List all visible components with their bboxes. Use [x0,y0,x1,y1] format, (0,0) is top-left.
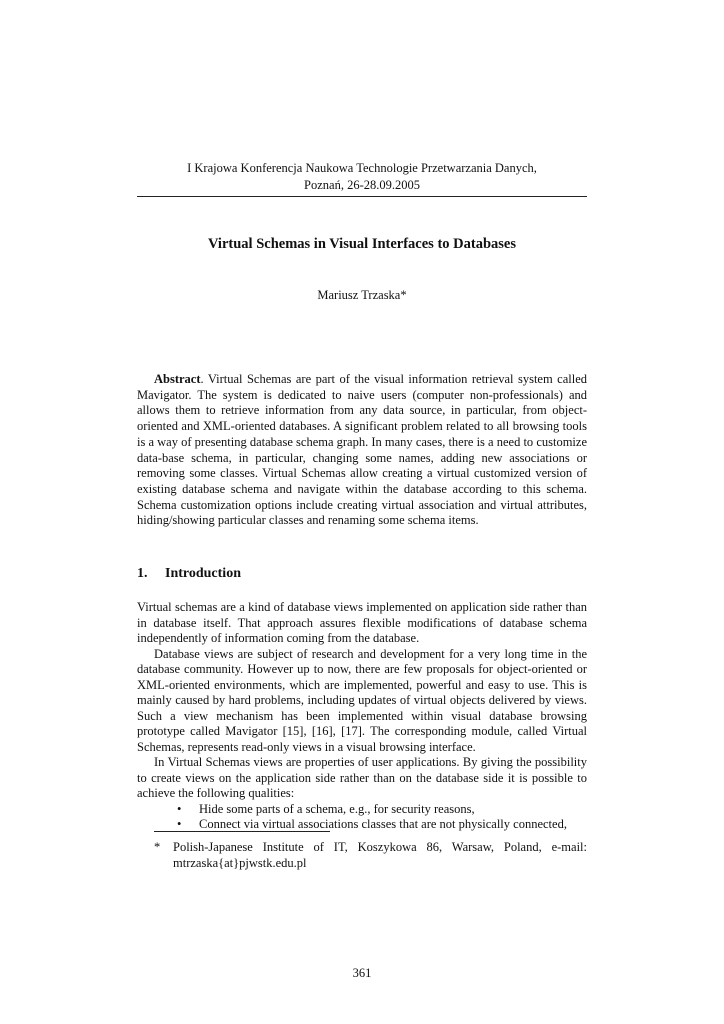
bullet-icon: • [177,801,182,816]
conference-name: I Krajowa Konferencja Naukowa Technologie Przetwarzania Danych, [187,161,537,175]
paper-title: Virtual Schemas in Visual Interfaces to Databases [208,236,516,252]
paragraph: Virtual schemas are a kind of database views implemented on application side rather than in database itself. That approach assures flexible modifications of database schema independently of information coming from the database. [137,600,587,645]
bullet-item [137,802,587,818]
header-divider [137,196,587,197]
section-number: 1. [137,566,148,581]
section-heading [137,566,241,582]
bullet-list [137,802,587,833]
paragraph: Database views are subject of research and development for a very long time in the database community. However up to now, there are few proposals for object-oriented or XML-oriented environments, which are implemented, powerful and easy to use. This is mainly caused by hard problems, including updates of virtual objects delivered by views. Such a view mechanism has been implemented within visual database browsing prototype called Mavigator [15], [16], [17]. The corresponding module, called Virtual Schemas, represents read-only views in a visual browsing interface. [137,646,587,754]
footnote-mark: * [154,840,161,854]
conference-header [137,160,587,194]
footnote-email: mtrzaska{at}pjwstk.edu.pl [173,855,307,870]
footnote [154,840,587,871]
page-number: 361 [352,966,372,980]
abstract [137,372,587,529]
bullet-icon: • [177,817,182,831]
author-name: Mariusz Trzaska* [317,288,407,302]
bullet-text: Connect via virtual associations classes that are not physically connected, [199,817,567,831]
conference-location-date: Poznań, 26-28.09.2005 [304,178,420,192]
abstract-text: . Virtual Schemas are part of the visual information retrieval system called Mavigator. The system is dedicated to naive users (computer non-professionals) and allows them to retrieve information from any data source, in particular, from object-oriented and XML-oriented databases. A significant problem related to all browsing tools is a way of presenting database schema graph. In many cases, there is a need to customize data-base schema, in particular, changing some names, adding new associations or removing some classes. Virtual Schemas allow creating a virtual customized version of existing database schema and navigate within the database according to this schema. Schema customization options include creating virtual association and virtual attributes, hiding/showing particular classes and renaming some schema items. [137,372,587,528]
footnote-affiliation: Polish-Japanese Institute of IT, Koszykowa 86, Warsaw, Poland, e-mail: [173,840,587,854]
section-title: Introduction [165,566,241,581]
bullet-text: Hide some parts of a schema, e.g., for security reasons, [199,801,475,816]
introduction-body [137,600,587,833]
paragraph: In Virtual Schemas views are properties of user applications. By giving the possibility to create views on the application side rather than on the database side it is possible to achieve the following qualities: [137,755,587,800]
abstract-label: Abstract [154,372,201,386]
footnote-divider [154,831,330,832]
